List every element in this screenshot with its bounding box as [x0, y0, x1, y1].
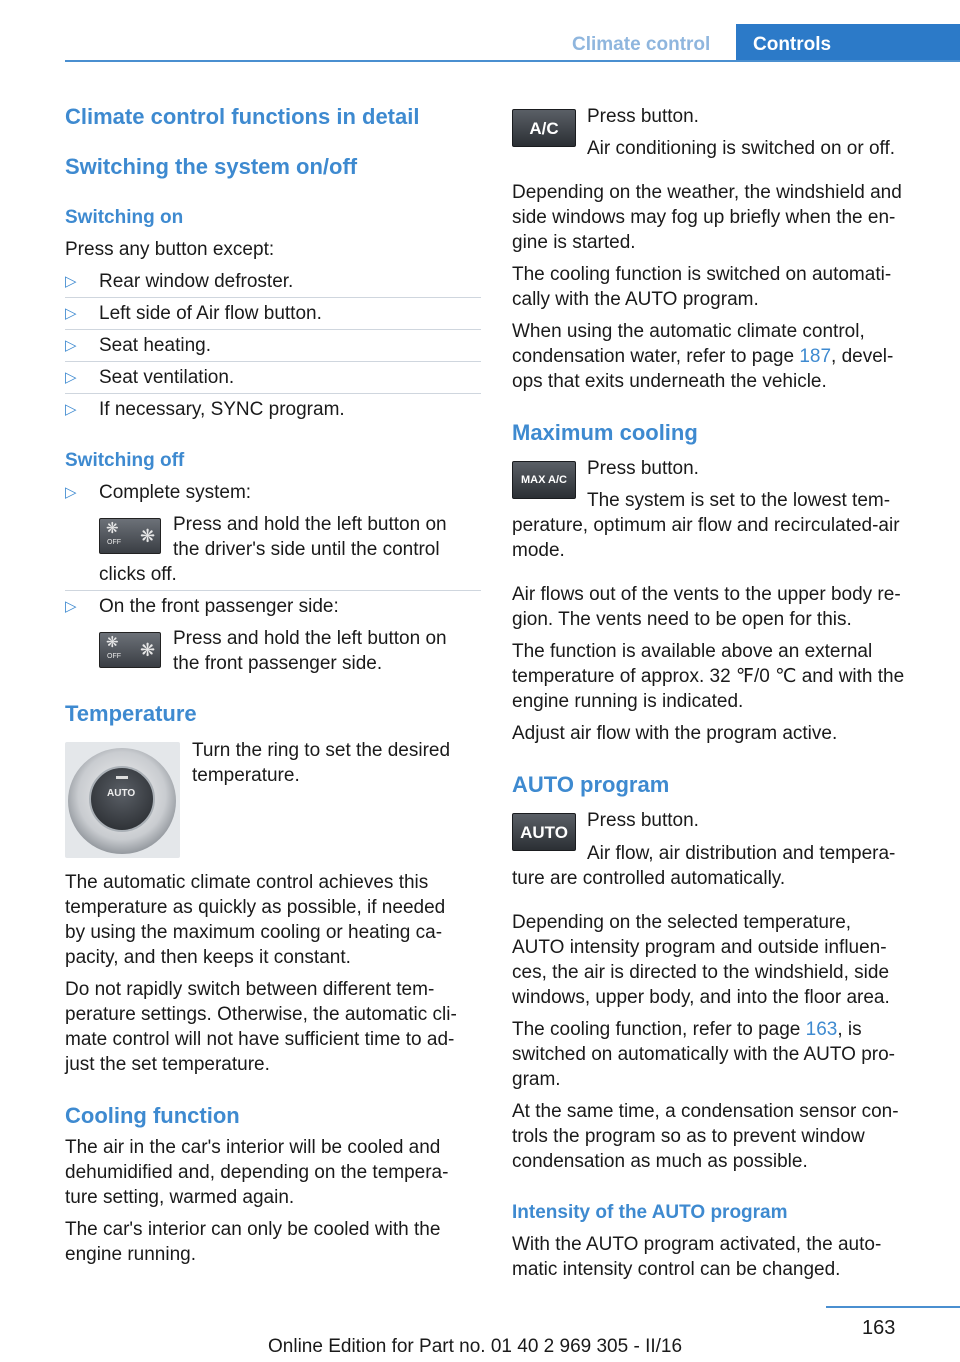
header-section-title: Climate control	[572, 34, 711, 55]
fan-large-icon: ❋	[140, 640, 156, 660]
page-link-187[interactable]: 187	[799, 346, 832, 367]
heading-climate-functions: Climate control functions in detail	[65, 104, 420, 129]
header-chapter-tab: Controls	[736, 24, 960, 62]
fan-small-icon: ❋	[106, 634, 119, 651]
switching-on-intro: Press any button except:	[65, 239, 275, 260]
fan-small-icon: ❋	[106, 520, 119, 537]
heading-temperature: Temperature	[65, 701, 197, 726]
heading-cooling-function: Cooling function	[65, 1103, 240, 1128]
divider	[65, 361, 481, 362]
divider	[65, 590, 481, 591]
divider	[65, 297, 481, 298]
temperature-knob-image: AUTO	[65, 742, 180, 858]
condensation-line: condensation water, refer to page 187, devel-	[512, 346, 894, 367]
triangle-bullet-icon: ▷	[65, 273, 77, 290]
fan-large-icon: ❋	[140, 526, 156, 546]
heading-maximum-cooling: Maximum cooling	[512, 420, 698, 445]
minus-icon	[116, 776, 128, 779]
triangle-bullet-icon: ▷	[65, 401, 77, 418]
footer-edition: Online Edition for Part no. 01 40 2 969 305 - II/16	[268, 1336, 683, 1357]
ac-button-image: A/C	[512, 109, 576, 147]
heading-switching-off: Switching off	[65, 450, 185, 471]
heading-switching: Switching the system on/off	[65, 154, 358, 179]
heading-intensity: Intensity of the AUTO program	[512, 1202, 788, 1223]
auto-button-image: AUTO	[512, 813, 576, 851]
triangle-bullet-icon: ▷	[65, 337, 77, 354]
divider	[65, 393, 481, 394]
fan-off-button-image: ❋ OFF ❋	[99, 632, 161, 668]
triangle-bullet-icon: ▷	[65, 369, 77, 386]
triangle-bullet-icon: ▷	[65, 484, 77, 501]
page-link-163[interactable]: 163	[805, 1019, 838, 1040]
divider	[65, 329, 481, 330]
page-number: 163	[862, 1317, 896, 1339]
footer-rule	[826, 1306, 960, 1308]
cooling-ref-line: The cooling function, refer to page 163, is	[512, 1019, 862, 1040]
header-rule	[65, 60, 960, 62]
triangle-bullet-icon: ▷	[65, 598, 77, 615]
max-ac-button-image: MAX A/C	[512, 461, 576, 499]
heading-auto-program: AUTO program	[512, 772, 670, 797]
heading-switching-on: Switching on	[65, 207, 184, 228]
fan-off-button-image: ❋ OFF ❋	[99, 518, 161, 554]
triangle-bullet-icon: ▷	[65, 305, 77, 322]
